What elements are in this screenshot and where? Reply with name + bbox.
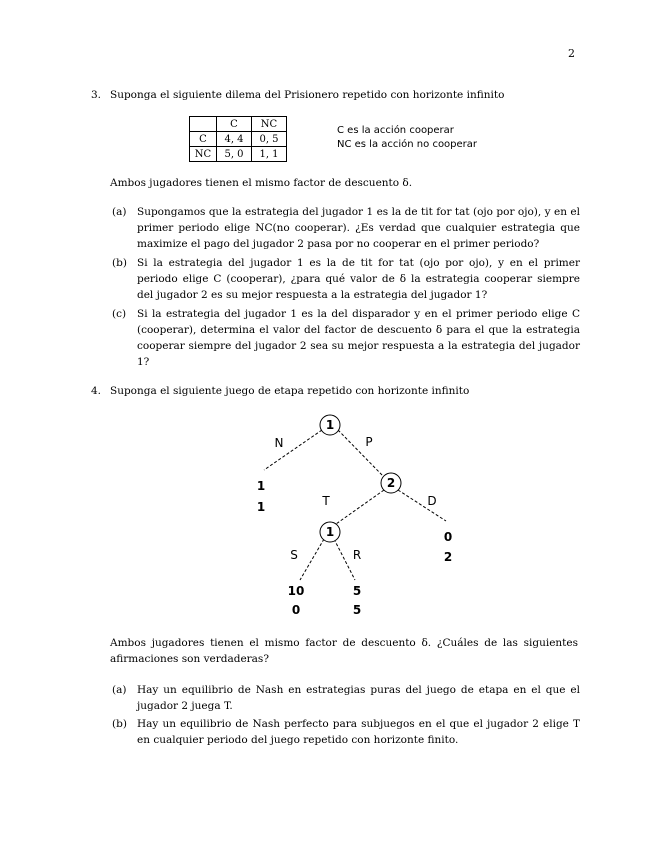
payoff-p2: 2 bbox=[443, 550, 453, 564]
edge-label-s: S bbox=[290, 548, 298, 562]
q4-item-b bbox=[112, 716, 580, 748]
edge-label-n: N bbox=[274, 436, 284, 450]
q4-intro: Suponga el siguiente juego de etapa repetido con horizonte infinito bbox=[110, 385, 470, 397]
edge-label-p: P bbox=[365, 435, 373, 449]
matrix-cell: 0, 5 bbox=[252, 132, 287, 147]
q3-discount-text: Ambos jugadores tienen el mismo factor de descuento δ. bbox=[110, 177, 413, 189]
edge-n bbox=[264, 430, 322, 470]
item-label: (b) bbox=[112, 718, 127, 730]
q4-discount-text: Ambos jugadores tienen el mismo factor de descuento δ. ¿Cuáles de las siguientes afirmaciones son verdaderas? bbox=[110, 637, 578, 665]
item-label: (b) bbox=[112, 257, 127, 269]
node-label: 1 bbox=[325, 525, 335, 539]
item-label: (c) bbox=[112, 308, 127, 320]
matrix-cell: 1, 1 bbox=[252, 147, 287, 162]
item-label: (a) bbox=[112, 684, 127, 696]
matrix-header-c: C bbox=[217, 117, 252, 132]
edge-d bbox=[398, 490, 446, 521]
item-text: Supongamos que la estrategia del jugador 1 es la de tit for tat (ojo por ojo), y en el primer periodo elige NC(no cooperar). ¿Es verdad que cualquier estrategia que maximize el pago del jugador 2 pasa por no cooperar en el primer periodo? bbox=[137, 206, 580, 250]
item-text: Si la estrategia del jugador 1 es la de tit for tat (ojo por ojo), y en el primer periodo elige C (cooperar), ¿para qué valor de δ la estrategia cooperar siempre del jugador 2 es su mejor respuesta a la estrategia del jugador 1? bbox=[137, 257, 580, 301]
legend-line: NC es la acción no cooperar bbox=[337, 139, 478, 150]
edge-p bbox=[338, 430, 383, 476]
edge-label-t: T bbox=[322, 494, 330, 508]
payoff-p1: 10 bbox=[287, 584, 305, 598]
payoff-p2: 5 bbox=[352, 603, 362, 617]
page-number: 2 bbox=[568, 47, 575, 60]
q3-number: 3. bbox=[91, 89, 102, 101]
item-text: Hay un equilibrio de Nash en estrategias puras del juego de etapa en el que el jugador 2 juega T. bbox=[137, 684, 580, 712]
node-label: 1 bbox=[325, 418, 335, 432]
payoff-p2: 1 bbox=[256, 500, 266, 514]
item-text: Si la estrategia del jugador 1 es la del disparador y en el primer periodo elige C (cooperar), determina el valor del factor de descuento δ para el que la estrategia cooperar siempre del jugador 2 sea su mejor respuesta a la estrategia del jugador 1? bbox=[137, 308, 580, 368]
matrix-cell: 4, 4 bbox=[217, 132, 252, 147]
edge-s bbox=[300, 539, 324, 580]
matrix-row-label: NC bbox=[190, 147, 217, 162]
payoff-p1: 5 bbox=[352, 584, 362, 598]
matrix-header-nc: NC bbox=[252, 117, 287, 132]
edge-label-r: R bbox=[352, 548, 362, 562]
q4-item-a bbox=[112, 682, 580, 714]
q3-intro: Suponga el siguiente dilema del Prisionero repetido con horizonte infinito bbox=[110, 89, 505, 101]
legend-line: C es la acción cooperar bbox=[337, 125, 454, 136]
payoff-p1: 1 bbox=[256, 479, 266, 493]
matrix-row-label: C bbox=[190, 132, 217, 147]
matrix-cell: 5, 0 bbox=[217, 147, 252, 162]
payoff-p1: 0 bbox=[443, 530, 453, 544]
edge-t bbox=[336, 490, 384, 524]
node-label: 2 bbox=[386, 476, 396, 490]
item-text: Hay un equilibrio de Nash perfecto para subjuegos en el que el jugador 2 elige T en cualquier periodo del juego repetido con horizonte finito. bbox=[137, 718, 580, 746]
item-label: (a) bbox=[112, 206, 127, 218]
payoff-p2: 0 bbox=[291, 603, 301, 617]
q4-number: 4. bbox=[91, 385, 102, 397]
edge-label-d: D bbox=[427, 494, 437, 508]
